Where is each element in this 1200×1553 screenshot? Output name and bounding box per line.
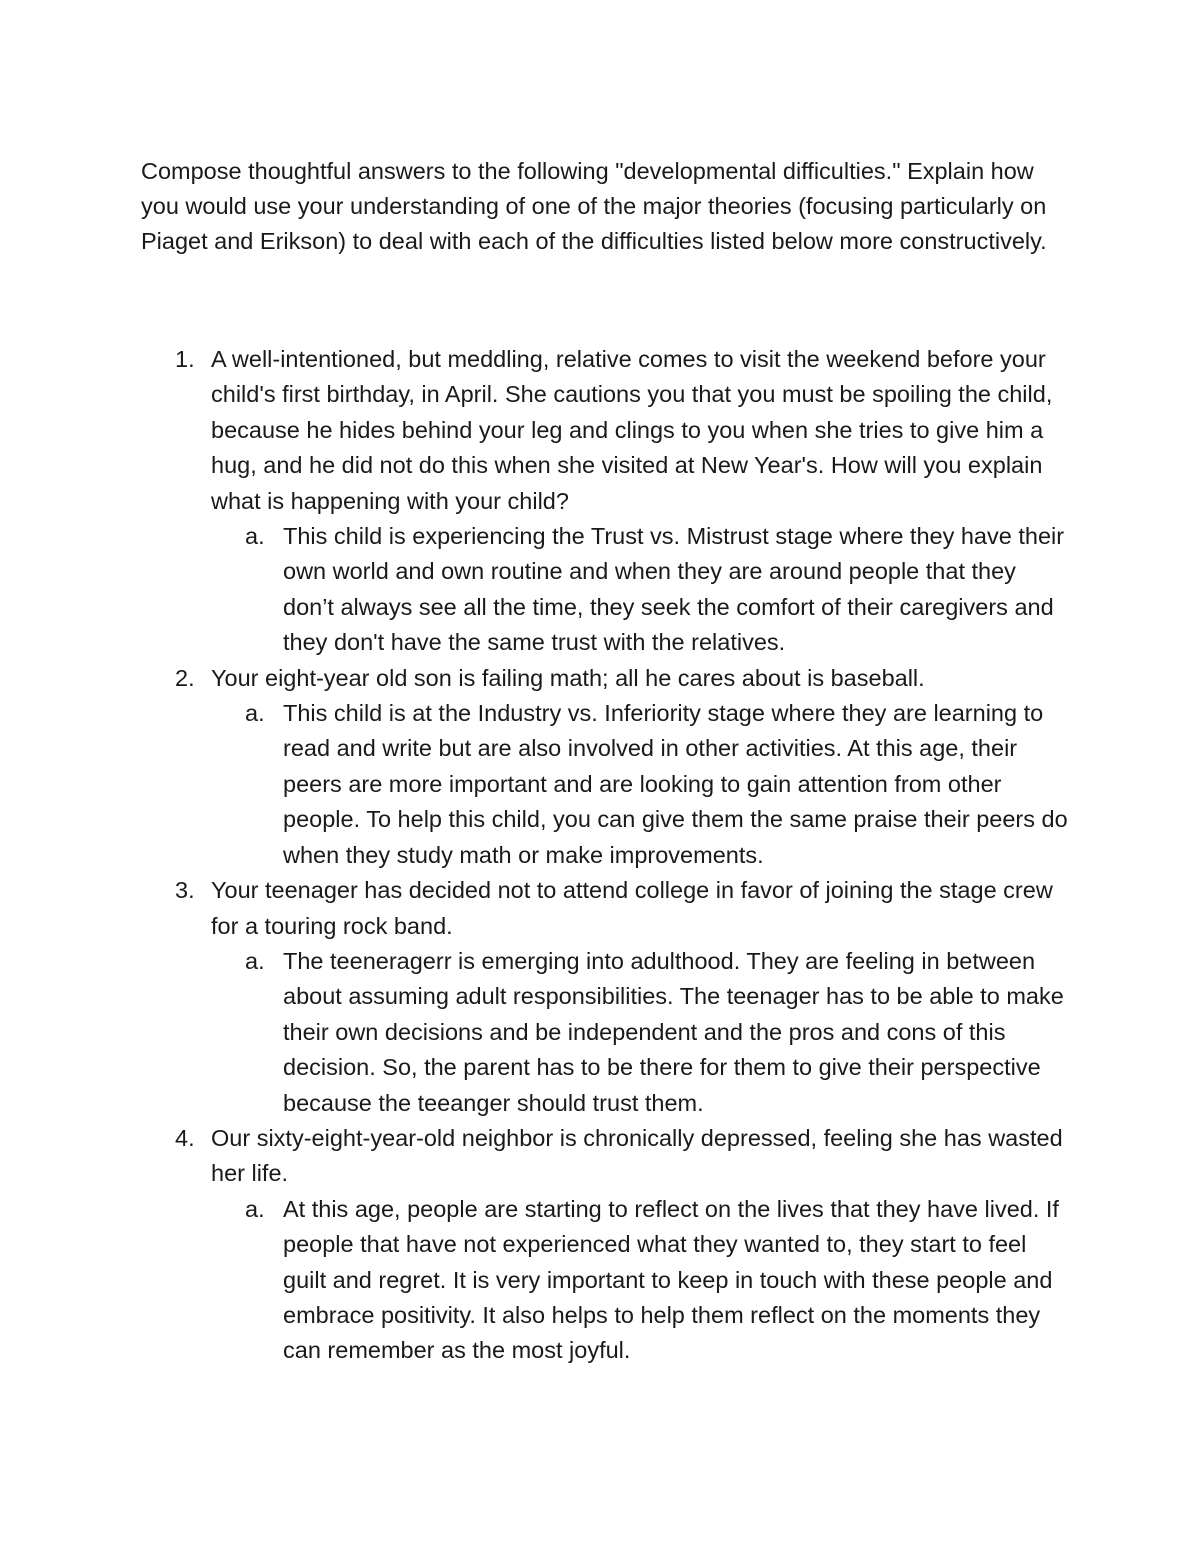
answer-letter: a. bbox=[245, 700, 265, 727]
answer-text: This child is at the Industry vs. Inferiority stage where they are learning to read and write but are also involved in other activities. At this age, their peers are more important and are looking to gain attention from other people. To help this child, you can give them the same praise their peers do when they study math or make improvements. bbox=[283, 700, 1068, 868]
question-number: 2. bbox=[175, 664, 195, 691]
answer-text: The teeneragerr is emerging into adulthood. They are feeling in between about assuming adult responsibilities. The teenager has to be able to make their own decisions and be independent and the pros and cons of this decision. So, the parent has to be there for them to give their perspective because the teeanger should trust them. bbox=[283, 947, 1064, 1116]
question-text: Your eight-year old son is failing math; all he cares about is baseball. bbox=[211, 664, 925, 691]
question-text: A well-intentioned, but meddling, relative comes to visit the weekend before your child's first birthday, in April. She cautions you that you must be spoiling the child, because he hides behind your leg and clings to you when she tries to give him a hug, and he did not do this when she visited at New Year's. How will you explain what is happening with your child? bbox=[211, 346, 1053, 514]
intro-paragraph: Compose thoughtful answers to the following "developmental difficulties." Explain how you would use your understanding of one of the major theories (focusing particularly on Piaget and Erikson) to deal with each of the difficulties listed below more constructively. bbox=[141, 158, 1047, 254]
question-number: 3. bbox=[175, 877, 195, 904]
answer-item bbox=[211, 1192, 1071, 1369]
answer-letter: a. bbox=[245, 523, 265, 550]
answer-list bbox=[211, 696, 1071, 873]
answer-item bbox=[211, 519, 1071, 661]
question-item bbox=[141, 342, 1071, 661]
answer-text: This child is experiencing the Trust vs. Mistrust stage where they have their own world and own routine and when they are around people that they don’t always see all the time, they seek the comfort of their caregivers and they don't have the same trust with the relatives. bbox=[283, 523, 1065, 656]
answer-text: At this age, people are starting to reflect on the lives that they have lived. If people that have not experienced what they wanted to, they start to feel guilt and regret. It is very important to keep in touch with these people and embrace positivity. It also helps to help them reflect on the moments they can remember as the most joyful. bbox=[283, 1195, 1059, 1364]
question-item bbox=[141, 873, 1071, 1121]
question-text: Your teenager has decided not to attend college in favor of joining the stage crew for a touring rock band. bbox=[211, 877, 1053, 939]
question-item bbox=[141, 661, 1071, 873]
answer-letter: a. bbox=[245, 947, 265, 974]
question-number: 1. bbox=[175, 346, 195, 372]
question-item bbox=[141, 1121, 1071, 1369]
answer-item bbox=[211, 944, 1071, 1121]
answer-list bbox=[211, 519, 1071, 661]
answer-item bbox=[211, 696, 1071, 873]
question-number: 4. bbox=[175, 1124, 195, 1151]
answer-letter: a. bbox=[245, 1195, 265, 1222]
answer-list bbox=[211, 1192, 1071, 1369]
question-list bbox=[141, 342, 1071, 1369]
question-text: Our sixty-eight-year-old neighbor is chronically depressed, feeling she has wasted her life. bbox=[211, 1124, 1063, 1187]
answer-list bbox=[211, 944, 1071, 1121]
